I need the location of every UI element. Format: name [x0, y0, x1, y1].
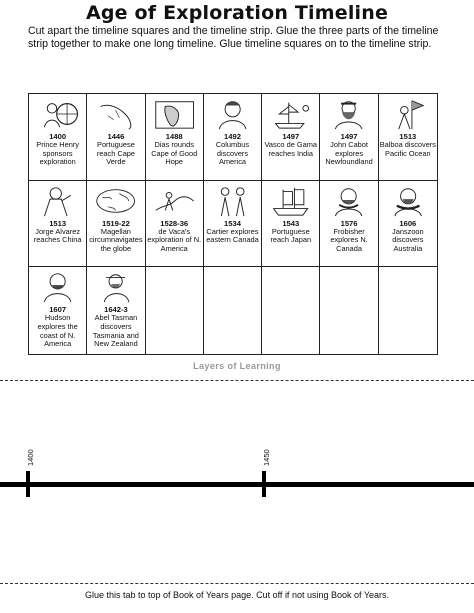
timeline-square — [379, 94, 437, 181]
timeline-square — [320, 181, 378, 268]
square-description: Columbus discovers America — [215, 140, 250, 167]
square-description: Janszoon discovers Australia — [392, 226, 424, 253]
tick-label-1450: 1450 — [262, 449, 271, 466]
square-description: John Cabot explores Newfoundland — [325, 140, 373, 167]
square-description: Portuguese reach Cape Verde — [96, 140, 136, 167]
timeline-strip — [0, 482, 474, 487]
cabot-portrait-icon — [326, 97, 371, 131]
square-year: 1543 — [282, 218, 300, 228]
timeline-square-empty — [379, 267, 437, 354]
square-description: Prince Henry sponsors exploration — [36, 140, 79, 167]
timeline-square — [379, 181, 437, 268]
cut-line-top — [0, 380, 474, 381]
square-description: Magellan circumnavigates the globe — [89, 226, 143, 253]
galleon-ship-icon — [268, 184, 313, 218]
tasman-portrait-icon — [93, 270, 138, 304]
square-year: 1497 — [340, 132, 358, 141]
alvarez-figure-icon — [35, 184, 80, 218]
square-year: 1528-36 — [160, 218, 189, 228]
timeline-square — [29, 94, 87, 181]
square-year: 1488 — [165, 132, 183, 141]
square-year: 1513 — [399, 132, 417, 141]
timeline-square — [204, 181, 262, 268]
cut-line-bottom — [0, 583, 474, 584]
square-year: 1497 — [282, 132, 300, 141]
square-year: 1607 — [49, 305, 67, 315]
square-year: 1492 — [224, 132, 241, 141]
hudson-portrait-icon — [35, 270, 80, 304]
square-year: 1513 — [49, 218, 67, 228]
timeline-square — [29, 267, 87, 354]
square-description: Abel Tasman discovers Tasmania and New Zealand — [92, 313, 139, 349]
square-description: Jorge Alvarez reaches China — [33, 226, 82, 245]
timeline-square — [262, 94, 320, 181]
tick-1450 — [262, 471, 266, 497]
balboa-flag-icon — [385, 97, 431, 131]
square-year: 1606 — [399, 218, 417, 228]
timeline-square-empty — [262, 267, 320, 354]
square-description: de Vaca's exploration of N. America — [147, 226, 202, 253]
square-description: Hudson explores the coast of N. America — [37, 313, 78, 349]
world-map-icon — [93, 184, 138, 218]
square-year: 1642-3 — [104, 305, 128, 315]
tick-1400 — [26, 471, 30, 497]
square-description: Vasco de Gama reaches India — [264, 140, 317, 158]
square-description: Portuguese reach Japan — [270, 226, 312, 245]
brand-label: Layers of Learning — [193, 361, 281, 371]
timeline-square — [87, 267, 145, 354]
timeline-square — [29, 181, 87, 268]
square-year: 1576 — [340, 218, 358, 228]
square-description: Dias rounds Cape of Good Hope — [151, 140, 198, 167]
square-description: Cartier explores eastern Canada — [206, 226, 259, 245]
two-figures-icon — [210, 184, 255, 218]
timeline-square — [204, 94, 262, 181]
timeline-square — [87, 181, 145, 268]
square-year: 1400 — [49, 132, 67, 141]
explorers-landscape-icon — [152, 184, 197, 218]
timeline-square-empty — [146, 267, 204, 354]
timeline-square — [146, 94, 204, 181]
columbus-portrait-icon — [210, 97, 255, 131]
square-year: 1534 — [224, 218, 241, 228]
square-description: Balboa discovers Pacific Ocean — [379, 140, 436, 158]
timeline-square-empty — [320, 267, 378, 354]
prince-henry-globe-icon — [35, 97, 80, 131]
janszoon-portrait-icon — [385, 184, 431, 218]
ship-sailor-icon — [268, 97, 313, 131]
timeline-square — [262, 181, 320, 268]
timeline-square-empty — [204, 267, 262, 354]
africa-coast-map-icon — [93, 97, 138, 131]
square-year: 1446 — [107, 132, 125, 141]
square-description: Frobisher explores N. Canada — [330, 226, 368, 253]
page-title: Age of Exploration Timeline — [85, 2, 389, 24]
square-year: 1519-22 — [101, 218, 130, 228]
timeline-square — [87, 94, 145, 181]
timeline-squares-grid — [28, 93, 438, 355]
africa-map-icon — [152, 97, 197, 131]
timeline-square — [320, 94, 378, 181]
book-of-years-tab-text: Glue this tab to top of Book of Years page. Cut off if not using Book of Years. — [84, 590, 390, 600]
instructions-text: Cut apart the timeline squares and the timeline strip. Glue the three parts of the timeline strip together to make one long timeline. Glue timeline squares on to the timeline strip. — [28, 25, 439, 50]
frobisher-portrait-icon — [326, 184, 371, 218]
tick-label-1400: 1400 — [26, 449, 35, 466]
timeline-square — [146, 181, 204, 268]
